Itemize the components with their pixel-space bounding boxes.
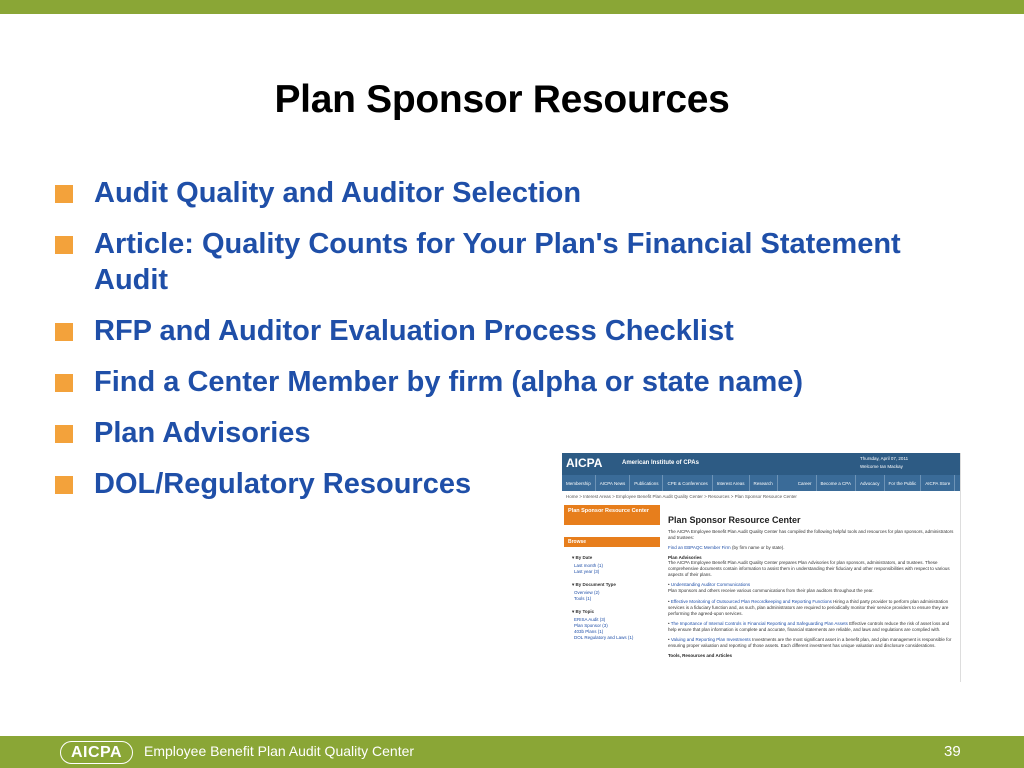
advisory-item: • The Importance of Internal Controls in Financial Reporting and Safeguarding Plan Assets Effective controls reduce the risk of asset loss and help ensure that plan information is complete and accurate, financial statements are reliable, and laws and regulations are complied with. bbox=[668, 620, 950, 632]
filter-link[interactable]: 403b Plans (1) bbox=[574, 629, 604, 634]
footer-aicpa-logo: AICPA bbox=[60, 741, 133, 764]
advisory-link[interactable]: Valuing and Reporting Plan Investments bbox=[670, 636, 751, 642]
square-bullet-icon bbox=[55, 374, 73, 392]
filter-link[interactable]: Plan Sponsor (3) bbox=[574, 623, 608, 628]
nav-item[interactable]: Membership bbox=[562, 475, 596, 491]
square-bullet-icon bbox=[55, 185, 73, 203]
advisory-item: • Valuing and Reporting Plan Investments Investments are the most significant asset in a benefit plan, and plan management is responsible for ensuring proper valuation and reporting of those assets. Each different investment has unique valuation and disclosure considerations. bbox=[668, 636, 952, 648]
square-bullet-icon bbox=[55, 425, 73, 443]
filter-group-label: ▾ By Topic bbox=[572, 609, 595, 614]
bullet-item[interactable] bbox=[52, 416, 932, 452]
square-bullet-icon bbox=[55, 323, 73, 341]
page-number: 39 bbox=[944, 743, 961, 760]
nav-item[interactable]: Research bbox=[750, 475, 778, 491]
filter-link[interactable]: ERISA Audit (3) bbox=[574, 617, 606, 622]
bullet-text[interactable]: DOL/Regulatory Resources bbox=[94, 467, 472, 500]
header-date: Thursday, April 07, 2011 bbox=[860, 456, 909, 461]
filter-link[interactable]: Overview (2) bbox=[574, 590, 600, 595]
bullet-item[interactable] bbox=[52, 176, 932, 212]
square-bullet-icon bbox=[55, 476, 73, 494]
filter-link[interactable]: Tools (1) bbox=[574, 596, 592, 601]
bullet-item[interactable] bbox=[52, 365, 932, 401]
bullet-text[interactable]: Plan Advisories bbox=[94, 416, 311, 449]
footer-text: Employee Benefit Plan Audit Quality Center bbox=[144, 743, 415, 759]
advisories-heading: Plan Advisories bbox=[668, 555, 702, 561]
nav-item[interactable]: Advocacy bbox=[856, 475, 885, 491]
left-sidebar bbox=[564, 505, 660, 680]
nav-item[interactable]: CPE & Conferences bbox=[663, 475, 712, 491]
nav-item[interactable]: Interest Areas bbox=[713, 475, 750, 491]
bullet-text[interactable]: RFP and Auditor Evaluation Process Checklist bbox=[94, 314, 734, 347]
welcome-text: Welcome Ian Mackay bbox=[860, 464, 903, 469]
intro-text: The AICPA Employee Benefit Plan Audit Quality Center has compiled the following helpful tools and resources for plan sponsors, administrators and trustees: bbox=[668, 529, 954, 541]
site-header bbox=[562, 453, 960, 475]
nav-item[interactable]: For the Public bbox=[885, 475, 922, 491]
sidebar-header[interactable]: Plan Sponsor Resource Center bbox=[564, 505, 660, 525]
bullet-text[interactable]: Audit Quality and Auditor Selection bbox=[94, 177, 582, 209]
main-content bbox=[668, 515, 956, 658]
advisory-item: • Understanding Auditor Communications Plan Sponsors and others receive various communications from their plan auditors throughout the year. bbox=[668, 582, 874, 594]
bullet-text[interactable]: Article: Quality Counts for Your Plan's Financial Statement Audit bbox=[94, 227, 901, 296]
square-bullet-icon bbox=[55, 236, 73, 254]
filter-group-label: ▾ By Date bbox=[572, 555, 593, 560]
nav-item[interactable]: Publications bbox=[630, 475, 663, 491]
advisory-link[interactable]: Understanding Auditor Communications bbox=[670, 582, 751, 588]
nav-item[interactable]: Become a CPA bbox=[817, 475, 856, 491]
main-title: Plan Sponsor Resource Center bbox=[668, 515, 801, 525]
browse-header: Browse bbox=[564, 537, 660, 547]
breadcrumb[interactable]: Home > Interest Areas > Employee Benefit Plan Audit Quality Center > Resources > Plan Sponsor Resource Center bbox=[566, 494, 797, 499]
website-screenshot bbox=[562, 453, 961, 682]
nav-item[interactable]: AICPA News bbox=[596, 475, 630, 491]
top-accent-bar bbox=[0, 0, 1024, 14]
nav-item[interactable]: AICPA Store bbox=[921, 475, 955, 491]
nav-item[interactable]: Career bbox=[794, 475, 817, 491]
slide-title: Plan Sponsor Resources bbox=[274, 78, 730, 121]
filter-group-label: ▾ By Document Type bbox=[572, 582, 616, 587]
advisory-item: • Effective Monitoring of Outsourced Plan Recordkeeping and Reporting Functions Hiring a third party provider to perform plan administration services is a fiduciary function and, as such, plan administrators are required to periodically monitor their service providers to ensure they are performing the agreed-upon services. bbox=[668, 598, 949, 616]
site-nav bbox=[562, 475, 960, 491]
advisory-link[interactable]: Effective Monitoring of Outsourced Plan Recordkeeping and Reporting Functions bbox=[670, 598, 832, 604]
bullet-item[interactable] bbox=[52, 227, 932, 299]
find-member-link[interactable]: Find an EBPAQC Member Firm bbox=[668, 545, 731, 551]
org-name: American Institute of CPAs bbox=[622, 460, 699, 466]
bullet-text[interactable]: Find a Center Member by firm (alpha or state name) bbox=[94, 365, 804, 398]
bullet-item[interactable] bbox=[52, 314, 932, 350]
advisories-text: The AICPA Employee Benefit Plan Audit Quality Center prepares Plan Advisories for plan sponsors, administrators, and trustees. These comprehensive documents contain information to assist them in understanding their fiduciary and other responsibilities with respect to various aspects of their plans. bbox=[668, 560, 950, 578]
filter-link[interactable]: DOL Regulatory and Laws (1) bbox=[574, 635, 634, 640]
filter-link[interactable]: Last year (3) bbox=[574, 569, 600, 574]
filter-link[interactable]: Last month (1) bbox=[574, 563, 604, 568]
advisory-link[interactable]: The Importance of Internal Controls in Financial Reporting and Safeguarding Plan Assets bbox=[670, 620, 848, 626]
find-member-line: Find an EBPAQC Member Firm (by firm name or by state). bbox=[668, 545, 785, 551]
tools-heading: Tools, Resources and Articles bbox=[668, 652, 733, 658]
aicpa-logo: AICPA bbox=[566, 456, 603, 470]
